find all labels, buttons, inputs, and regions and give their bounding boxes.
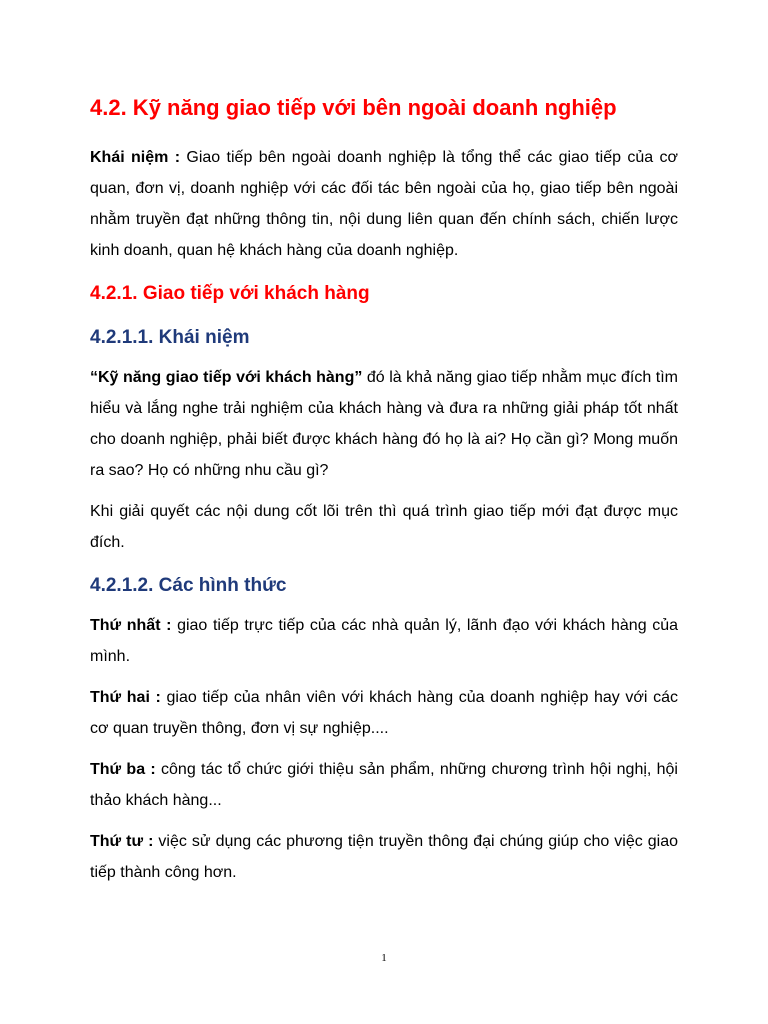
form-item-label: Thứ ba : bbox=[90, 761, 156, 778]
conclusion-paragraph: Khi giải quyết các nội dung cốt lõi trên thì quá trình giao tiếp mới đạt được mục đích. bbox=[90, 503, 678, 551]
form-item-second bbox=[90, 682, 678, 744]
definition-paragraph bbox=[90, 362, 678, 486]
form-item-text: việc sử dụng các phương tiện truyền thông đại chúng giúp cho việc giao tiếp thành công hơn. bbox=[90, 833, 679, 881]
form-item-label: Thứ nhất : bbox=[90, 617, 172, 634]
concept-paragraph bbox=[90, 142, 678, 266]
form-item-text: giao tiếp trực tiếp của các nhà quản lý, lãnh đạo với khách hàng của mình. bbox=[90, 617, 679, 665]
page-number: 1 bbox=[381, 952, 387, 964]
definition-text: đó là khả năng giao tiếp nhằm mục đích tìm hiểu và lắng nghe trải nghiệm của khách hàng và đưa ra những giải pháp tốt nhất cho doanh nghiệp, phải biết được khách hàng đó họ là ai? Họ cần gì? Mong muốn ra sao? Họ có những nhu cầu gì? bbox=[90, 369, 678, 479]
document-page bbox=[90, 88, 678, 898]
subsubsection-heading-forms: 4.2.1.2. Các hình thức bbox=[90, 575, 287, 596]
form-item-first bbox=[90, 610, 678, 672]
form-item-fourth bbox=[90, 826, 678, 888]
section-heading: 4.2. Kỹ năng giao tiếp với bên ngoài doanh nghiệp bbox=[90, 95, 617, 120]
concept-text: Giao tiếp bên ngoài doanh nghiệp là tổng thể các giao tiếp của cơ quan, đơn vị, doanh nghiệp với các đối tác bên ngoài của họ, giao tiếp bên ngoài nhằm truyền đạt những thông tin, nội dung liên quan đến chính sách, chiến lược kinh doanh, quan hệ khách hàng của doanh nghiệp. bbox=[90, 149, 679, 259]
form-item-text: công tác tổ chức giới thiệu sản phẩm, những chương trình hội nghị, hội thảo khách hàng... bbox=[90, 761, 678, 809]
form-item-label: Thứ hai : bbox=[90, 689, 161, 706]
concept-label: Khái niệm : bbox=[90, 149, 181, 166]
form-item-label: Thứ tư : bbox=[90, 833, 154, 850]
subsection-heading: 4.2.1. Giao tiếp với khách hàng bbox=[90, 283, 370, 304]
definition-label: “Kỹ năng giao tiếp với khách hàng” bbox=[90, 369, 363, 386]
form-item-third bbox=[90, 754, 678, 816]
subsubsection-heading-concept: 4.2.1.1. Khái niệm bbox=[90, 327, 250, 348]
form-item-text: giao tiếp của nhân viên với khách hàng của doanh nghiệp hay với các cơ quan truyền thông, đơn vị sự nghiệp.... bbox=[90, 689, 679, 737]
